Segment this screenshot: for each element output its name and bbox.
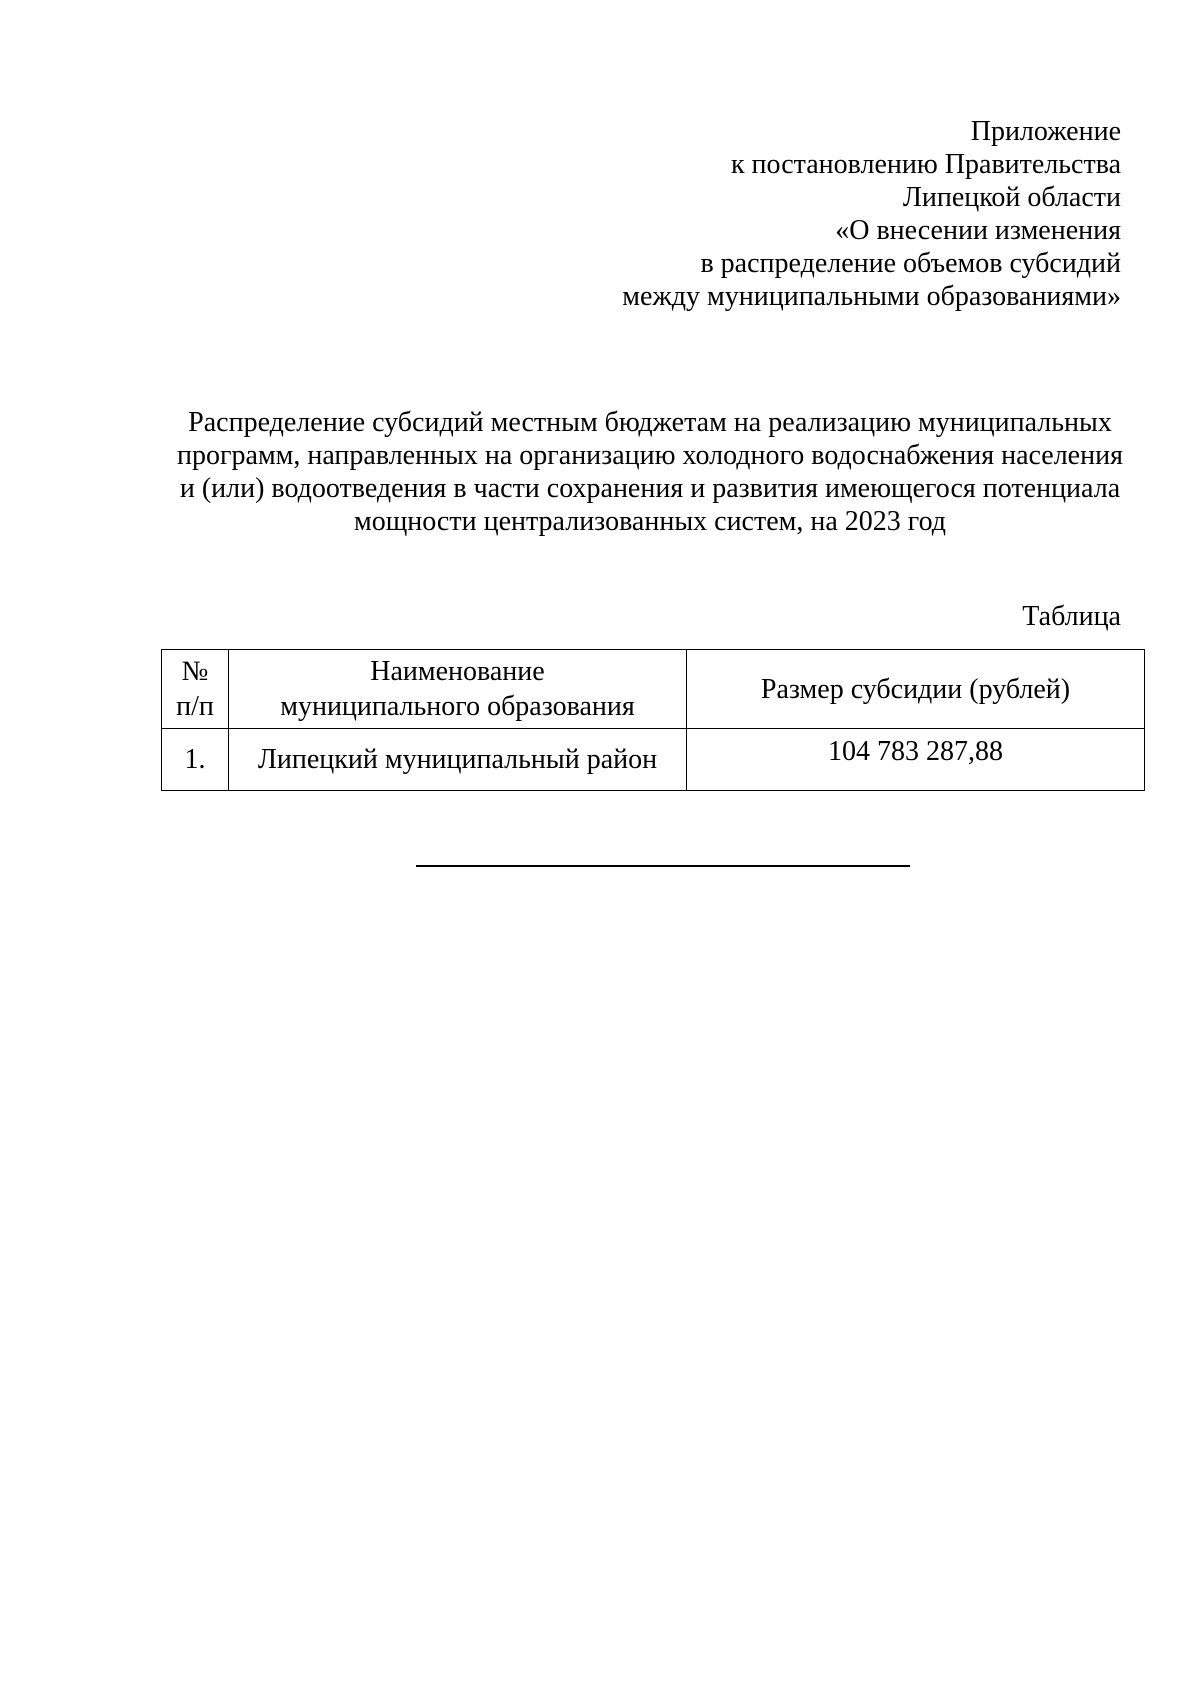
- row-municipality-name: Липецкий муниципальный район: [229, 729, 687, 791]
- row-number: 1.: [162, 729, 229, 791]
- appendix-line: в распределение объемов субсидий: [700, 248, 1121, 279]
- title-line: мощности централизованных систем, на 2023 год: [353, 506, 947, 537]
- appendix-line: между муниципальными образованиями»: [622, 281, 1121, 312]
- appendix-line: к постановлению Правительства: [730, 149, 1121, 180]
- header-number-line1: №: [181, 656, 209, 687]
- header-amount: Размер субсидии (рублей): [687, 650, 1145, 729]
- document-title: [150, 406, 1150, 538]
- header-number: [162, 650, 229, 729]
- title-line: и (или) водоотведения в части сохранения и развития имеющегося потенциала: [179, 473, 1121, 504]
- appendix-line: Приложение: [970, 116, 1121, 147]
- table-header-row: [162, 650, 1145, 729]
- closing-divider-line: [416, 865, 910, 867]
- appendix-block: [421, 115, 1121, 313]
- header-number-line2: п/п: [176, 691, 214, 722]
- appendix-line: «О внесении изменения: [835, 215, 1121, 246]
- table-caption: Таблица: [1022, 601, 1121, 632]
- header-name-line1: Наименование: [370, 656, 545, 687]
- subsidy-table: [161, 649, 1145, 791]
- title-line: Распределение субсидий местным бюджетам на реализацию муниципальных: [188, 407, 1112, 438]
- header-name-line2: муниципального образования: [280, 691, 635, 722]
- header-name: [229, 650, 687, 729]
- table-row: [162, 729, 1145, 791]
- row-subsidy-amount: 104 783 287,88: [687, 729, 1145, 791]
- appendix-line: Липецкой области: [902, 182, 1121, 213]
- title-line: программ, направленных на организацию холодного водоснабжения населения: [177, 440, 1123, 471]
